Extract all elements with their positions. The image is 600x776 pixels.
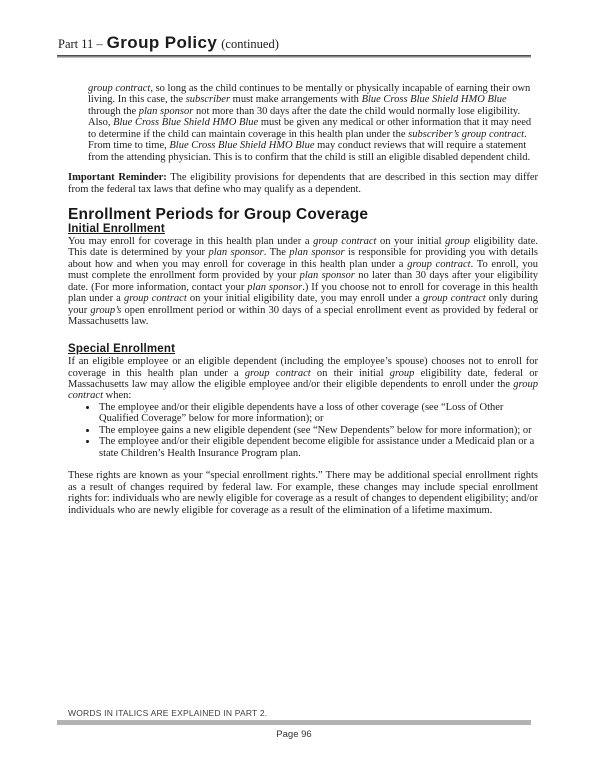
important-reminder-paragraph [68, 172, 538, 195]
page-content [68, 83, 538, 526]
section-heading-enrollment-periods: Enrollment Periods for Group Coverage [68, 206, 369, 224]
header-title: Group Policy [106, 33, 218, 52]
page-number: Page 96 [276, 729, 312, 740]
footer-italics-note: WORDS IN ITALICS ARE EXPLAINED IN PART 2. [68, 708, 268, 718]
special-enrollment-outro-paragraph: These rights are known as your “special enrollment rights.” There may be additional special enrollment rights as a result of changes required by federal law. For example, these changes may include special enrollment rights for: individuals who are newly eligible for coverage as a result of changes to dependent eligibility; and/or individuals who are newly eligible for coverage as a result of the elimination of a lifetime maximum. [68, 470, 538, 516]
bullet-new-dependent: • The employee gains a new eligible dependent (see “New Dependents” below for more information); or [98, 425, 538, 436]
initial-enrollment-paragraph: You may enroll for coverage in this health plan under a group contract on your initial group eligibility date. This date is determined by your plan sponsor. The plan sponsor is responsible for providing you with details about how and when you may enroll for coverage in this health plan under a group contract. To enroll, you must complete the enrollment form provided by your plan sponsor no later than 30 days after your eligibility date. (For more information, contact your plan sponsor.) If you choose not to enroll for coverage in this health plan under a group contract on your initial eligibility date, you may enroll under a group contract only during your group’s open enrollment period or within 30 days of a special enrollment event as provided by federal or Massachusetts law. [68, 235, 538, 328]
header-rule [57, 55, 531, 58]
subheading-initial-enrollment: Initial Enrollment [68, 222, 165, 235]
header-continued-label: (continued) [221, 37, 279, 51]
subheading-special-enrollment: Special Enrollment [68, 342, 176, 355]
bullet-loss-of-coverage: • The employee and/or their eligible dependents have a loss of other coverage (see “Loss of Other Qualified Coverage” below for more information); or [98, 402, 538, 425]
bullet-medicaid-chip: • The employee and/or their eligible dependent become eligible for assistance under a Medicaid plan or a state Children’s Health Insurance Program plan. [98, 436, 538, 459]
important-reminder-text: The eligibility provisions for dependents that are described in this section may differ from the federal tax laws that define who may qualify as a dependent. [68, 172, 538, 195]
page-header [58, 33, 532, 53]
footer-bar [57, 720, 531, 725]
special-enrollment-intro-paragraph: If an eligible employee or an eligible dependent (including the employee’s spouse) chooses not to enroll for coverage in this health plan under a group contract on their initial group eligibility date, federal or Massachusetts law may allow the eligible employee and/or their eligible dependents to enroll under the group contract when: [68, 356, 538, 402]
important-reminder-label: Important Reminder: [68, 172, 167, 184]
header-part-label: Part 11 – [58, 37, 103, 51]
special-enrollment-bullet-list [68, 402, 538, 459]
continuation-paragraph: group contract, so long as the child continues to be mentally or physically incapable of earning their own living. In this case, the subscriber must make arrangements with Blue Cross Blue Shield HMO Blue through the plan sponsor not more than 30 days after the date the child would normally lose eligibility. Also, Blue Cross Blue Shield HMO Blue must be given any medical or other information that it may need to determine if the child can maintain coverage in this health plan under the subscriber’s group contract. From time to time, Blue Cross Blue Shield HMO Blue may conduct reviews that will require a statement from the attending physician. This is to confirm that the child is still an eligible disabled dependent child. [88, 83, 532, 163]
